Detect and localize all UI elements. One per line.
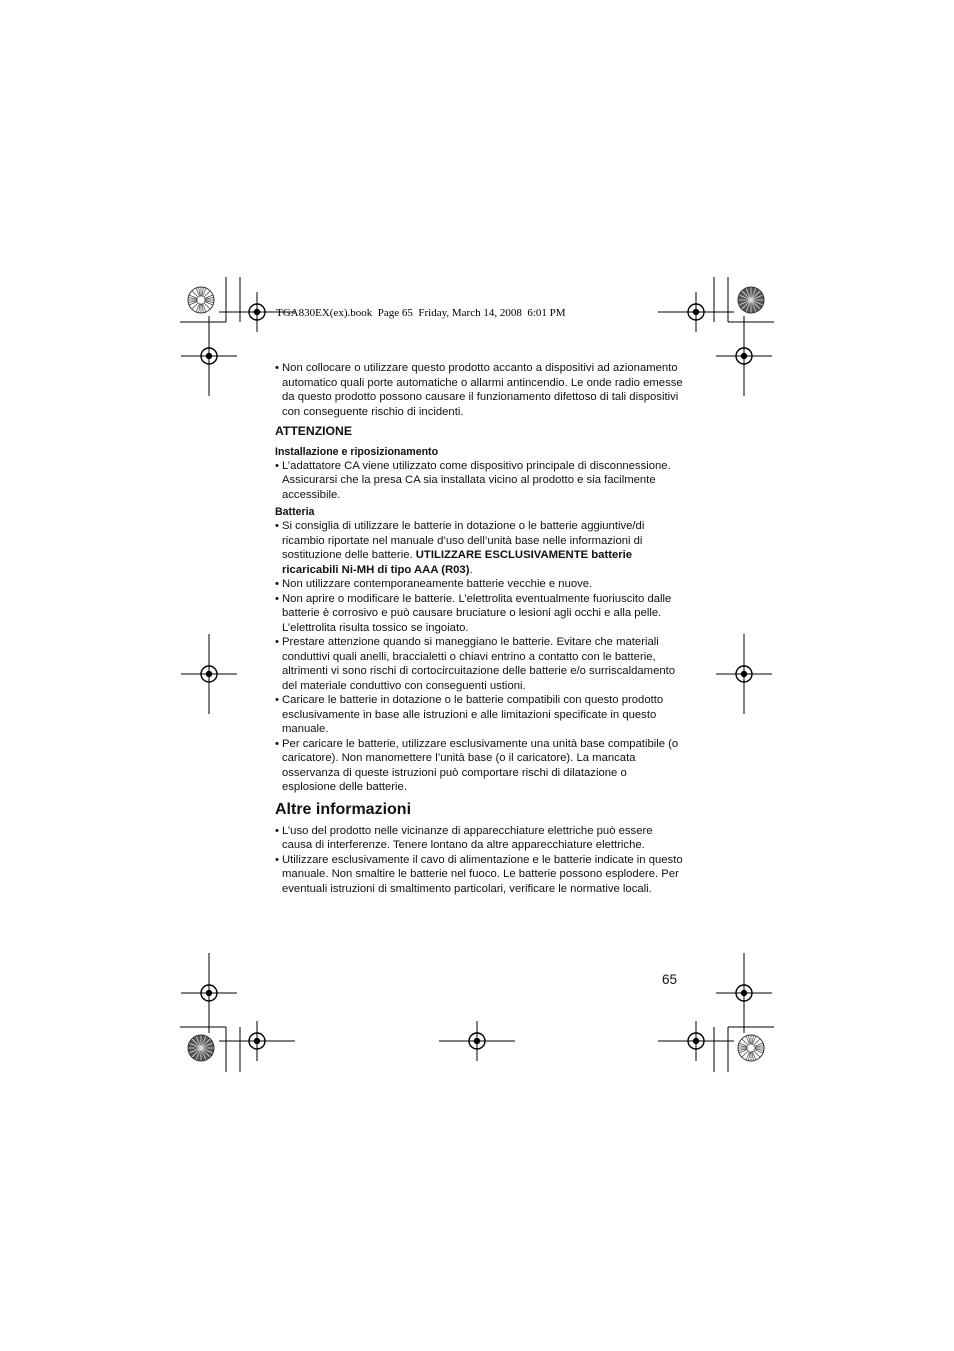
batteria-first-text: Si consiglia di utilizzare le batterie in dotazione o le batterie aggiuntive/di ricambio riportate nel manuale d’uso dell’unità base nelle informazioni di sostituzione delle batterie. [282,520,645,561]
batteria-first-bold: UTILIZZARE ESCLUSIVAMENTE batterie ricaricabili Ni-MH di tipo AAA (R03) [282,549,633,576]
print-header-info: TGA830EX(ex).book Page 65 Friday, March 14, 2008 6:01 PM [276,307,566,319]
list-item: • L’uso del prodotto nelle vicinanze di apparecchiature elettriche può essere causa di interferenze. Tenere lontano da altre apparecchiature elettriche. [275,824,683,853]
list-item: • Non collocare o utilizzare questo prodotto accanto a dispositivi ad azionamento automatico quali porte automatiche o allarmi antincendio. Le onde radio emesse da questo prodotto possono causare il funzionamento difettoso di tali dispositivi con conseguente rischio di incidenti. [275,361,683,419]
list-item: • Non utilizzare contemporaneamente batterie vecchie e nuove. [275,577,683,592]
attenzione-heading: ATTENZIONE [275,424,352,438]
page-number: 65 [662,972,678,987]
list-item: • Caricare le batterie in dotazione o le batterie compatibili con questo prodotto esclusivamente in base alle istruzioni e alle limitazioni specificate in questo manuale. [275,693,683,737]
list-item: • Prestare attenzione quando si maneggiano le batterie. Evitare che materiali conduttivi quali anelli, braccialetti o chiavi entrino a contatto con le batterie, altrimenti vi sono rischi di cortocircuitazione delle batterie e/o surriscaldamento del materiale conduttivo con conseguenti ustioni. [275,635,683,693]
list-item: • L’adattatore CA viene utilizzato come dispositivo principale di disconnessione. Assicurarsi che la presa CA sia installata vicino al prodotto e sia facilmente accessibile. [275,459,683,503]
list-item: • Per caricare le batterie, utilizzare esclusivamente una unità base compatibile (o caricatore). Non manomettere l’unità base (o il caricatore). La mancata osservanza di queste istruzioni può comportare rischi di dilatazione o esplosione delle batterie. [275,737,683,795]
installazione-heading: Installazione e riposizionamento [275,445,439,458]
section-title-altre-informazioni: Altre informazioni [275,800,412,818]
list-item: • Utilizzare esclusivamente il cavo di alimentazione e le batterie indicate in questo manuale. Non smaltire le batterie nel fuoco. Le batterie possono esplodere. Per eventuali istruzioni di smaltimento particolari, verificare le normative locali. [275,853,683,897]
batteria-heading: Batteria [275,506,315,518]
batteria-first-end: . [469,563,473,576]
list-item: • Non aprire o modificare le batterie. L’elettrolita eventualmente fuoriuscito dalle batterie è corrosivo e può causare bruciature o lesioni agli occhi e alla pelle. L’elettrolita risulta tossico se ingoiato. [275,592,683,636]
